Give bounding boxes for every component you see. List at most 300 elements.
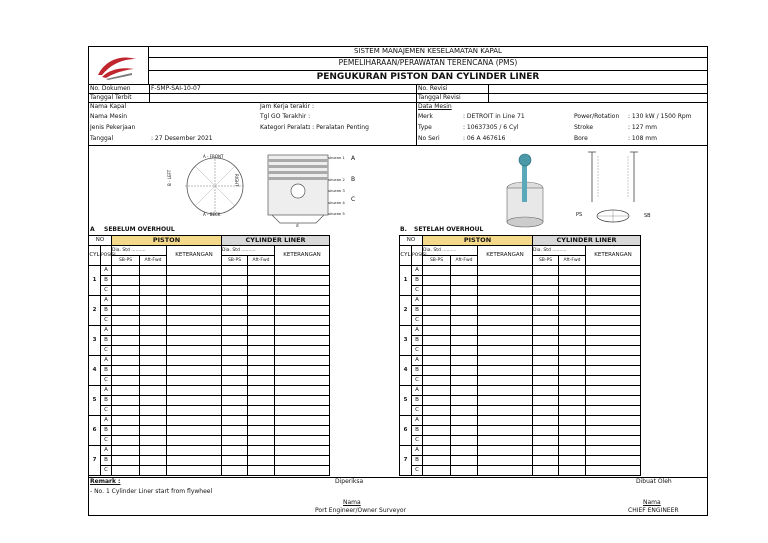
- position-label: B: [101, 336, 112, 346]
- measurement-input[interactable]: [423, 466, 451, 476]
- measurement-input[interactable]: [248, 386, 275, 396]
- measurement-input[interactable]: [451, 276, 478, 286]
- measurement-input[interactable]: [167, 426, 222, 436]
- measurement-input[interactable]: [112, 316, 140, 326]
- measurement-input[interactable]: [559, 276, 586, 286]
- measurement-input[interactable]: [275, 346, 330, 356]
- measurement-input[interactable]: [167, 316, 222, 326]
- measurement-input[interactable]: [140, 286, 167, 296]
- measurement-input[interactable]: [423, 276, 451, 286]
- measurement-input[interactable]: [451, 456, 478, 466]
- cylinder-number: 4: [400, 356, 412, 386]
- nama-kapal-label: Nama Kapal: [90, 103, 127, 110]
- measurement-input[interactable]: [140, 406, 167, 416]
- measurement-input[interactable]: [167, 346, 222, 356]
- measurement-input[interactable]: [559, 446, 586, 456]
- measurement-input[interactable]: [248, 356, 275, 366]
- measurement-input[interactable]: [451, 326, 478, 336]
- measurement-input[interactable]: [167, 396, 222, 406]
- measurement-input[interactable]: [559, 296, 586, 306]
- measurement-input[interactable]: [248, 266, 275, 276]
- measurement-input[interactable]: [559, 416, 586, 426]
- piston-sb-ps: SB-PS: [112, 256, 140, 266]
- measurement-input[interactable]: [248, 376, 275, 386]
- measurement-input[interactable]: [559, 396, 586, 406]
- measurement-input[interactable]: [248, 426, 275, 436]
- measurement-input[interactable]: [112, 396, 140, 406]
- measurement-input[interactable]: [112, 466, 140, 476]
- position-label: C: [412, 376, 423, 386]
- measurement-input[interactable]: [533, 316, 559, 326]
- measurement-input[interactable]: [559, 306, 586, 316]
- measurement-input[interactable]: [167, 436, 222, 446]
- measurement-input[interactable]: [478, 456, 533, 466]
- measurement-input[interactable]: [559, 386, 586, 396]
- measurement-input[interactable]: [451, 266, 478, 276]
- measurement-input[interactable]: [140, 466, 167, 476]
- measurement-input[interactable]: [248, 286, 275, 296]
- measurement-input[interactable]: [451, 386, 478, 396]
- measurement-input[interactable]: [222, 276, 248, 286]
- measurement-input[interactable]: [248, 466, 275, 476]
- measurement-input[interactable]: [248, 276, 275, 286]
- section-a-title: SEBELUM OVERHOUL: [104, 226, 175, 233]
- measurement-input[interactable]: [423, 286, 451, 296]
- measurement-input[interactable]: [478, 306, 533, 316]
- measurement-input[interactable]: [248, 326, 275, 336]
- measurement-input[interactable]: [275, 276, 330, 286]
- measurement-input[interactable]: [222, 386, 248, 396]
- measurement-input[interactable]: [222, 396, 248, 406]
- tanggal-revisi-label: Tanggal Revisi: [418, 94, 461, 101]
- measurement-input[interactable]: [423, 406, 451, 416]
- measurement-input[interactable]: [222, 426, 248, 436]
- measurement-input[interactable]: [248, 366, 275, 376]
- noseri-value: : 06 A 467616: [463, 135, 506, 142]
- piston-header: PISTON: [423, 236, 533, 246]
- measurement-input[interactable]: [167, 286, 222, 296]
- measurement-input[interactable]: [423, 426, 451, 436]
- measurement-input[interactable]: [533, 396, 559, 406]
- measurement-input[interactable]: [559, 336, 586, 346]
- measurement-input[interactable]: [140, 436, 167, 446]
- measurement-input[interactable]: [423, 266, 451, 276]
- remark-label: Remark :: [90, 478, 121, 485]
- measurement-input[interactable]: [167, 456, 222, 466]
- measurement-input[interactable]: [423, 306, 451, 316]
- measurement-input[interactable]: [586, 346, 641, 356]
- position-label: B: [412, 336, 423, 346]
- position-label: A: [101, 386, 112, 396]
- measurement-input[interactable]: [478, 286, 533, 296]
- measurement-input[interactable]: [248, 306, 275, 316]
- measurement-input[interactable]: [559, 436, 586, 446]
- measurement-input[interactable]: [248, 296, 275, 306]
- measurement-input[interactable]: [222, 296, 248, 306]
- measurement-input[interactable]: [423, 456, 451, 466]
- measurement-input[interactable]: [533, 356, 559, 366]
- measurement-input[interactable]: [112, 356, 140, 366]
- measurement-input[interactable]: [586, 266, 641, 276]
- measurement-input[interactable]: [275, 466, 330, 476]
- measurement-input[interactable]: [275, 436, 330, 446]
- measurement-input[interactable]: [248, 346, 275, 356]
- measurement-input[interactable]: [478, 346, 533, 356]
- measurement-input[interactable]: [275, 386, 330, 396]
- measurement-input[interactable]: [167, 336, 222, 346]
- measurement-input[interactable]: [451, 466, 478, 476]
- measurement-input[interactable]: [586, 386, 641, 396]
- measurement-input[interactable]: [533, 276, 559, 286]
- data-mesin-label: Data Mesin: [418, 103, 452, 110]
- measurement-input[interactable]: [478, 466, 533, 476]
- piston-keterangan-header: KETERANGAN: [478, 246, 533, 266]
- measurement-input[interactable]: [478, 376, 533, 386]
- measurement-input[interactable]: [423, 366, 451, 376]
- measurement-input[interactable]: [533, 466, 559, 476]
- measurement-input[interactable]: [586, 426, 641, 436]
- measurement-input[interactable]: [222, 336, 248, 346]
- measurement-input[interactable]: [167, 416, 222, 426]
- measurement-input[interactable]: [275, 326, 330, 336]
- measurement-input[interactable]: [559, 316, 586, 326]
- measurement-input[interactable]: [140, 426, 167, 436]
- measurement-input[interactable]: [275, 296, 330, 306]
- measurement-input[interactable]: [112, 376, 140, 386]
- measurement-input[interactable]: [451, 346, 478, 356]
- col-no-header: NO: [89, 236, 112, 246]
- position-label: A: [412, 386, 423, 396]
- measurement-input[interactable]: [423, 416, 451, 426]
- piston-size-3: ukuran 3: [328, 188, 345, 193]
- measurement-input[interactable]: [167, 356, 222, 366]
- measurement-input[interactable]: [451, 416, 478, 426]
- measurement-input[interactable]: [423, 386, 451, 396]
- measurement-input[interactable]: [423, 346, 451, 356]
- measurement-input[interactable]: [451, 296, 478, 306]
- measurement-input[interactable]: [423, 396, 451, 406]
- table-row: [400, 406, 641, 416]
- measurement-input[interactable]: [423, 446, 451, 456]
- measurement-input[interactable]: [275, 416, 330, 426]
- measurement-input[interactable]: [275, 366, 330, 376]
- measurement-input[interactable]: [451, 396, 478, 406]
- measurement-input[interactable]: [478, 436, 533, 446]
- measurement-input[interactable]: [112, 326, 140, 336]
- measurement-input[interactable]: [533, 266, 559, 276]
- table-row: [89, 326, 330, 336]
- measurement-input[interactable]: [112, 426, 140, 436]
- measurement-input[interactable]: [478, 446, 533, 456]
- measurement-input[interactable]: [167, 366, 222, 376]
- measurement-input[interactable]: [167, 406, 222, 416]
- measurement-input[interactable]: [478, 316, 533, 326]
- measurement-input[interactable]: [586, 336, 641, 346]
- position-label: B: [412, 426, 423, 436]
- measurement-input[interactable]: [533, 406, 559, 416]
- measurement-input[interactable]: [586, 436, 641, 446]
- measurement-input[interactable]: [533, 446, 559, 456]
- measurement-input[interactable]: [478, 336, 533, 346]
- measurement-input[interactable]: [586, 466, 641, 476]
- type-value: : 10637305 / 6 Cyl: [463, 124, 519, 131]
- position-label: B: [412, 306, 423, 316]
- measurement-input[interactable]: [248, 406, 275, 416]
- measurement-input[interactable]: [533, 416, 559, 426]
- table-row: [400, 306, 641, 316]
- cylinder-number: 6: [89, 416, 101, 446]
- measurement-input[interactable]: [112, 446, 140, 456]
- measurement-input[interactable]: [533, 436, 559, 446]
- measurement-input[interactable]: [222, 376, 248, 386]
- measurement-input[interactable]: [140, 316, 167, 326]
- measurement-input[interactable]: [478, 386, 533, 396]
- measurement-input[interactable]: [586, 356, 641, 366]
- measurement-input[interactable]: [222, 286, 248, 296]
- measurement-input[interactable]: [423, 436, 451, 446]
- measurement-input[interactable]: [586, 366, 641, 376]
- piston-sb-ps: SB-PS: [423, 256, 451, 266]
- table-row: [400, 436, 641, 446]
- measurement-input[interactable]: [275, 396, 330, 406]
- merk-value: : DETROIT in Line 71: [463, 113, 525, 120]
- measurement-input[interactable]: [248, 456, 275, 466]
- measurement-input[interactable]: [222, 366, 248, 376]
- measurement-input[interactable]: [222, 446, 248, 456]
- position-label: A: [101, 266, 112, 276]
- measurement-input[interactable]: [222, 306, 248, 316]
- measurement-input[interactable]: [222, 356, 248, 366]
- measurement-input[interactable]: [586, 326, 641, 336]
- measurement-input[interactable]: [222, 436, 248, 446]
- measurement-input[interactable]: [222, 416, 248, 426]
- measurement-input[interactable]: [140, 446, 167, 456]
- measurement-input[interactable]: [478, 426, 533, 436]
- measurement-input[interactable]: [112, 456, 140, 466]
- measurement-input[interactable]: [248, 396, 275, 406]
- measurement-input[interactable]: [112, 296, 140, 306]
- table-row: [400, 466, 641, 476]
- measurement-input[interactable]: [451, 356, 478, 366]
- measurement-input[interactable]: [140, 306, 167, 316]
- measurement-input[interactable]: [112, 436, 140, 446]
- table-row: [400, 366, 641, 376]
- measurement-input[interactable]: [112, 416, 140, 426]
- measurement-input[interactable]: [559, 266, 586, 276]
- measurement-input[interactable]: [586, 416, 641, 426]
- measurement-input[interactable]: [112, 306, 140, 316]
- measurement-input[interactable]: [112, 406, 140, 416]
- measurement-input[interactable]: [140, 366, 167, 376]
- table-row: [89, 356, 330, 366]
- measurement-input[interactable]: [222, 326, 248, 336]
- measurement-input[interactable]: [275, 306, 330, 316]
- measurement-input[interactable]: [222, 316, 248, 326]
- measurement-input[interactable]: [275, 376, 330, 386]
- measurement-input[interactable]: [167, 376, 222, 386]
- measurement-input[interactable]: [478, 266, 533, 276]
- measurement-input[interactable]: [112, 276, 140, 286]
- measurement-input[interactable]: [478, 406, 533, 416]
- measurement-input[interactable]: [248, 336, 275, 346]
- measurement-input[interactable]: [167, 466, 222, 476]
- cylinder-number: 2: [89, 296, 101, 326]
- measurement-input[interactable]: [167, 306, 222, 316]
- measurement-input[interactable]: [586, 406, 641, 416]
- measurement-input[interactable]: [423, 296, 451, 306]
- measurement-input[interactable]: [275, 336, 330, 346]
- measurement-input[interactable]: [533, 306, 559, 316]
- measurement-input[interactable]: [451, 446, 478, 456]
- measurement-input[interactable]: [586, 316, 641, 326]
- measurement-input[interactable]: [222, 406, 248, 416]
- measurement-input[interactable]: [533, 296, 559, 306]
- measurement-input[interactable]: [478, 366, 533, 376]
- measurement-input[interactable]: [478, 416, 533, 426]
- measurement-input[interactable]: [112, 286, 140, 296]
- measurement-input[interactable]: [248, 446, 275, 456]
- diagram-a-label: A: [351, 155, 356, 162]
- measurement-input[interactable]: [586, 286, 641, 296]
- measurement-input[interactable]: [533, 456, 559, 466]
- measurement-input[interactable]: [533, 376, 559, 386]
- col-no-header: NO: [400, 236, 423, 246]
- measurement-input[interactable]: [275, 456, 330, 466]
- measurement-input[interactable]: [112, 266, 140, 276]
- measurement-input[interactable]: [140, 376, 167, 386]
- measurement-input[interactable]: [140, 336, 167, 346]
- measurement-input[interactable]: [167, 326, 222, 336]
- measurement-input[interactable]: [275, 266, 330, 276]
- measurement-input[interactable]: [167, 446, 222, 456]
- measurement-input[interactable]: [140, 456, 167, 466]
- measurement-input[interactable]: [112, 346, 140, 356]
- measurement-input[interactable]: [586, 446, 641, 456]
- measurement-input[interactable]: [451, 436, 478, 446]
- measurement-input[interactable]: [275, 316, 330, 326]
- measurement-input[interactable]: [451, 376, 478, 386]
- measurement-input[interactable]: [140, 276, 167, 286]
- diperiksa-label: Diperiksa: [335, 478, 364, 485]
- measurement-input[interactable]: [451, 306, 478, 316]
- measurement-input[interactable]: [112, 386, 140, 396]
- measurement-input[interactable]: [559, 376, 586, 386]
- table-row: [89, 296, 330, 306]
- measurement-input[interactable]: [140, 346, 167, 356]
- measurement-input[interactable]: [275, 286, 330, 296]
- piston-size-1: ukuran 1: [328, 155, 345, 160]
- measurement-input[interactable]: [222, 346, 248, 356]
- liner-aft-fwd: Aft-Fwd: [559, 256, 586, 266]
- measurement-input[interactable]: [275, 406, 330, 416]
- measurement-input[interactable]: [140, 266, 167, 276]
- cylinder-number: 1: [89, 266, 101, 296]
- measurement-input[interactable]: [451, 366, 478, 376]
- measurement-input[interactable]: [275, 446, 330, 456]
- diagram-left-label: B - LEFT: [167, 169, 172, 186]
- measurement-input[interactable]: [533, 366, 559, 376]
- cylinder-number: 6: [400, 416, 412, 446]
- measurement-input[interactable]: [533, 426, 559, 436]
- measurement-input[interactable]: [559, 346, 586, 356]
- measurement-input[interactable]: [423, 316, 451, 326]
- measurement-input[interactable]: [167, 386, 222, 396]
- measurement-input[interactable]: [222, 466, 248, 476]
- position-label: C: [412, 436, 423, 446]
- measurement-input[interactable]: [222, 456, 248, 466]
- measurement-input[interactable]: [423, 336, 451, 346]
- measurement-input[interactable]: [559, 366, 586, 376]
- measurement-input[interactable]: [586, 376, 641, 386]
- measurement-input[interactable]: [451, 286, 478, 296]
- table-row: [400, 386, 641, 396]
- measurement-input[interactable]: [586, 276, 641, 286]
- measurement-input[interactable]: [586, 296, 641, 306]
- measurement-input[interactable]: [248, 316, 275, 326]
- measurement-input[interactable]: [559, 466, 586, 476]
- piston-size-2: ukuran 2: [328, 177, 345, 182]
- measurement-input[interactable]: [559, 406, 586, 416]
- measurement-input[interactable]: [222, 266, 248, 276]
- remark-note: - No. 1 Cylinder Liner start from flywheel: [90, 488, 213, 495]
- measurement-input[interactable]: [451, 426, 478, 436]
- measurement-input[interactable]: [533, 326, 559, 336]
- measurement-input[interactable]: [559, 426, 586, 436]
- measurement-input[interactable]: [586, 396, 641, 406]
- measurement-input[interactable]: [559, 326, 586, 336]
- measurement-input[interactable]: [559, 356, 586, 366]
- measurement-input[interactable]: [140, 356, 167, 366]
- measurement-input[interactable]: [112, 336, 140, 346]
- measurement-input[interactable]: [478, 396, 533, 406]
- measurement-input[interactable]: [423, 356, 451, 366]
- measurement-input[interactable]: [167, 296, 222, 306]
- measurement-input[interactable]: [478, 326, 533, 336]
- measurement-input[interactable]: [140, 386, 167, 396]
- measurement-input[interactable]: [478, 356, 533, 366]
- measurement-input[interactable]: [478, 276, 533, 286]
- measurement-input[interactable]: [275, 356, 330, 366]
- measurement-input[interactable]: [533, 286, 559, 296]
- measurement-input[interactable]: [275, 426, 330, 436]
- measurement-input[interactable]: [533, 346, 559, 356]
- measurement-input[interactable]: [423, 326, 451, 336]
- measurement-input[interactable]: [140, 296, 167, 306]
- measurement-input[interactable]: [559, 286, 586, 296]
- measurement-input[interactable]: [559, 456, 586, 466]
- measurement-input[interactable]: [586, 306, 641, 316]
- measurement-input[interactable]: [451, 316, 478, 326]
- measurement-input[interactable]: [248, 436, 275, 446]
- measurement-input[interactable]: [167, 266, 222, 276]
- measurement-input[interactable]: [451, 406, 478, 416]
- table-row: [400, 376, 641, 386]
- measurement-input[interactable]: [451, 336, 478, 346]
- measurement-input[interactable]: [167, 276, 222, 286]
- measurement-input[interactable]: [533, 336, 559, 346]
- measurement-input[interactable]: [140, 326, 167, 336]
- measurement-input[interactable]: [112, 366, 140, 376]
- position-label: B: [101, 456, 112, 466]
- measurement-input[interactable]: [478, 296, 533, 306]
- measurement-input[interactable]: [423, 376, 451, 386]
- measurement-input[interactable]: [140, 396, 167, 406]
- position-label: C: [412, 466, 423, 476]
- measurement-input[interactable]: [586, 456, 641, 466]
- measurement-input[interactable]: [248, 416, 275, 426]
- measurement-input[interactable]: [140, 416, 167, 426]
- measurement-input[interactable]: [533, 386, 559, 396]
